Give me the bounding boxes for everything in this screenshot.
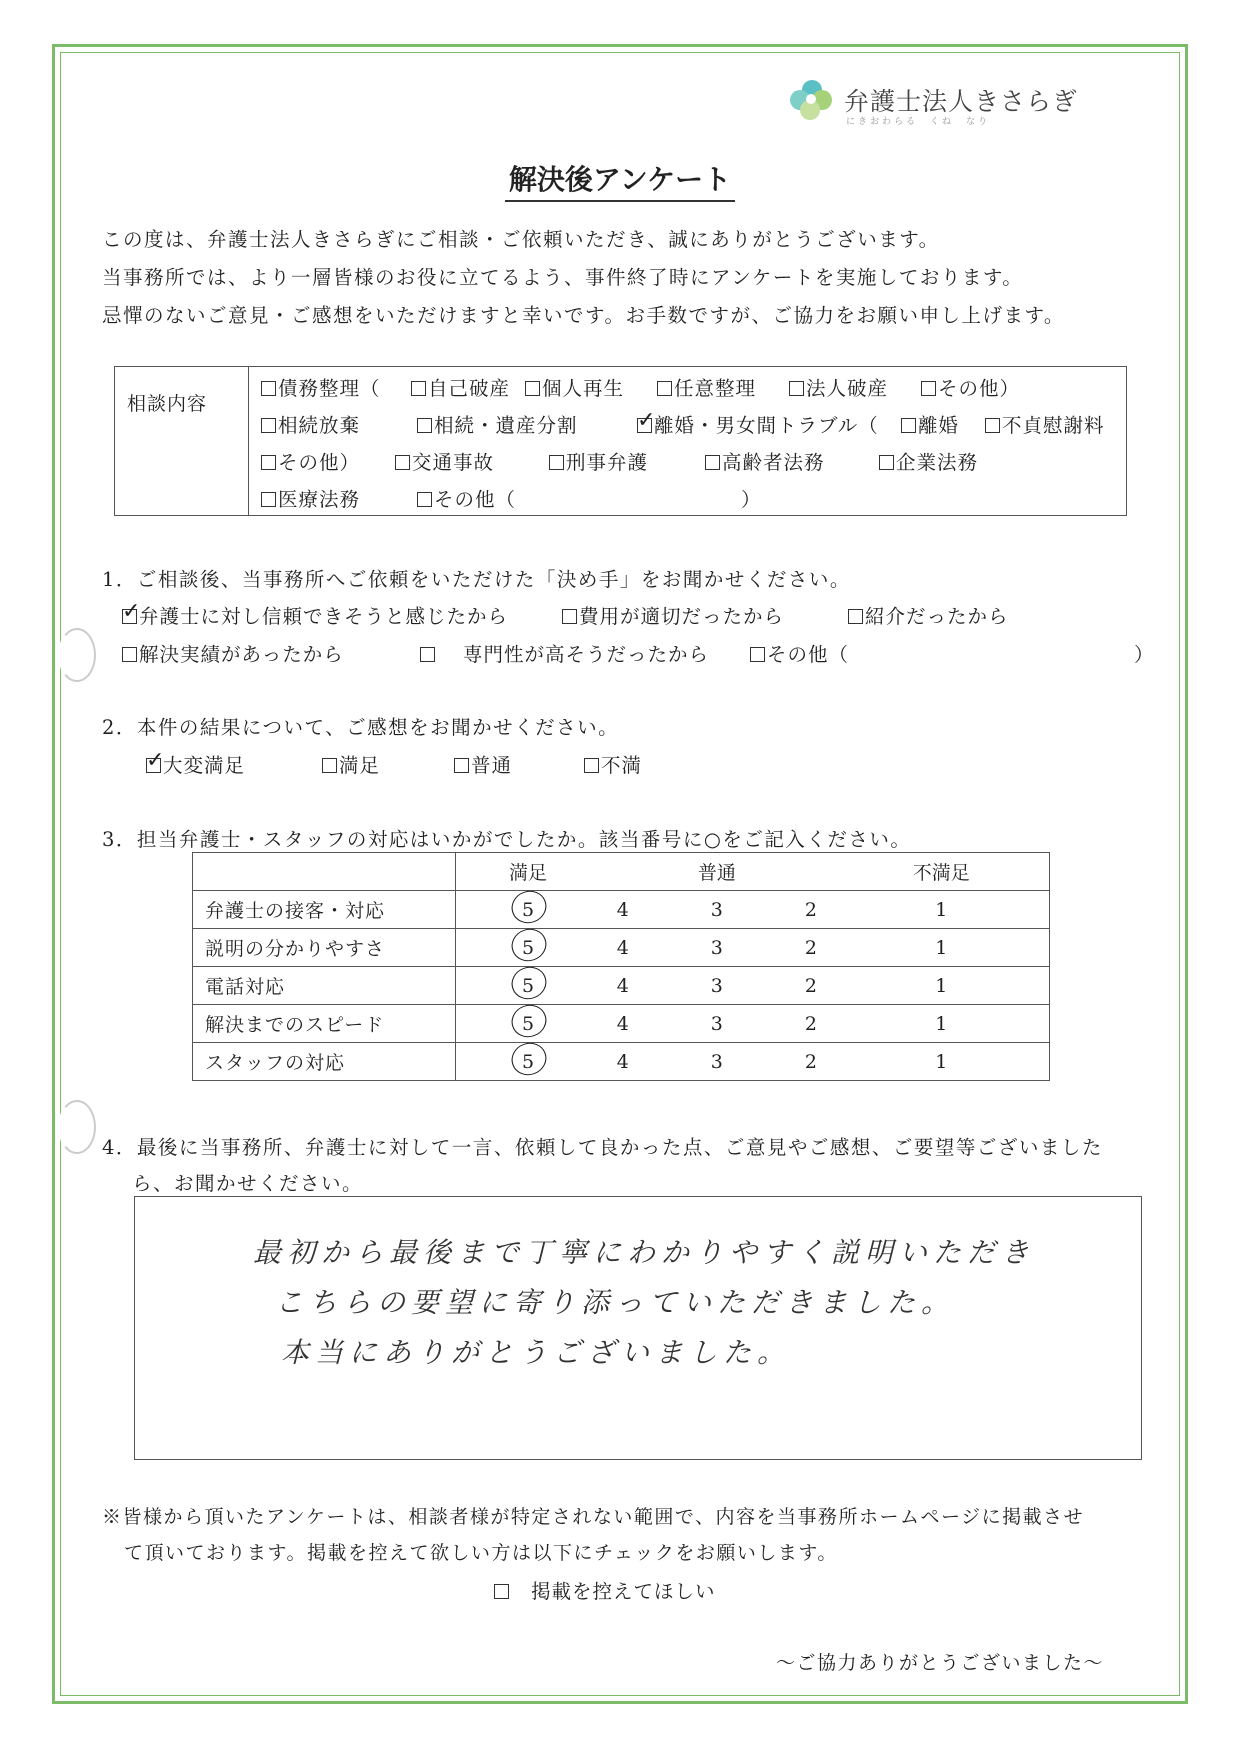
rating-value-circled: 5 xyxy=(521,974,535,997)
consult-option[interactable] xyxy=(395,447,494,475)
q1-question: 1．ご相談後、当事務所へご依頼をいただけた「決め手」をお聞かせください。 xyxy=(102,568,851,591)
checkbox[interactable] xyxy=(705,455,720,470)
rating-header-empty xyxy=(600,853,645,891)
checkbox[interactable] xyxy=(261,492,276,507)
rating-cell-4[interactable]: 4 xyxy=(600,967,645,1005)
consultation-options xyxy=(249,367,1127,516)
consult-option-label: 任意整理 xyxy=(674,377,757,400)
q2-option-label: 普通 xyxy=(471,754,513,777)
handwritten-answer-line-1: 最初から最後まで丁寧にわかりやすく説明いただき xyxy=(253,1236,1036,1269)
rating-cell-3[interactable]: 3 xyxy=(645,1005,788,1043)
punch-hole-upper xyxy=(58,628,96,682)
rating-cell-5[interactable] xyxy=(456,1043,601,1081)
rating-row xyxy=(193,967,1050,1005)
q1-option-label: 紹介だったから xyxy=(865,605,1009,628)
consult-option-label: 債務整理（ xyxy=(278,377,381,400)
rating-header-normal: 普通 xyxy=(645,853,788,891)
q1-option-other[interactable] xyxy=(750,639,849,667)
consult-option-label: 刑事弁護 xyxy=(566,451,649,474)
consult-option-label: 離婚・男女間トラブル（ xyxy=(654,414,879,437)
consultation-label: 相談内容 xyxy=(115,367,249,516)
rating-value-circled: 5 xyxy=(521,1050,535,1073)
q3-question: 3．担当弁護士・スタッフの対応はいかがでしたか。該当番号に○をご記入ください。 xyxy=(102,828,912,851)
consult-option-label: 個人再生 xyxy=(542,377,625,400)
checkbox[interactable] xyxy=(122,647,137,662)
firm-subtitle: にきおわらる くね なり xyxy=(846,117,991,127)
rating-cell-1[interactable]: 1 xyxy=(834,967,1050,1005)
consult-option[interactable] xyxy=(637,410,879,438)
consult-option[interactable] xyxy=(525,373,624,401)
page-title xyxy=(0,158,1240,198)
rating-cell-3[interactable]: 3 xyxy=(645,891,788,929)
rating-cell-1[interactable]: 1 xyxy=(834,1043,1050,1081)
consult-option[interactable] xyxy=(549,447,648,475)
q1-option-label: 専門性が高そうだったから xyxy=(463,643,710,666)
consult-option[interactable] xyxy=(705,447,825,475)
rating-cell-1[interactable]: 1 xyxy=(834,891,1050,929)
consult-option[interactable] xyxy=(879,447,978,475)
consult-option-other[interactable] xyxy=(417,484,516,512)
consult-option-label: 相続放棄 xyxy=(278,414,361,437)
checkbox-checked[interactable] xyxy=(637,418,652,433)
rating-row-label: 電話対応 xyxy=(193,967,456,1005)
rating-row-label: スタッフの対応 xyxy=(193,1043,456,1081)
rating-cell-5[interactable] xyxy=(456,967,601,1005)
rating-cell-4[interactable]: 4 xyxy=(600,929,645,967)
consult-option-label: 法人破産 xyxy=(806,377,889,400)
rating-row-label: 説明の分かりやすさ xyxy=(193,929,456,967)
rating-cell-1[interactable]: 1 xyxy=(834,929,1050,967)
firm-name: 弁護士法人きさらぎ xyxy=(844,87,1079,116)
rating-cell-3[interactable]: 3 xyxy=(645,967,788,1005)
optout-label: 掲載を控えてほしい xyxy=(531,1580,716,1603)
consult-option[interactable] xyxy=(261,373,381,401)
intro-line-2: 当事務所では、より一層皆様のお役に立てるよう、事件終了時にアンケートを実施しております。 xyxy=(102,266,1024,289)
rating-header-blank xyxy=(193,853,456,891)
rating-cell-5[interactable] xyxy=(456,1005,601,1043)
q2-option[interactable] xyxy=(146,750,245,778)
rating-header-satisfied: 満足 xyxy=(456,853,601,891)
rating-header-row xyxy=(193,853,1050,891)
rating-cell-2[interactable]: 2 xyxy=(788,967,833,1005)
rating-cell-5[interactable] xyxy=(456,891,601,929)
q2-question: 2．本件の結果について、ご感想をお聞かせください。 xyxy=(102,716,620,739)
closing-thanks: ～ご協力ありがとうございました～ xyxy=(776,1652,1105,1674)
checkbox[interactable] xyxy=(901,418,916,433)
consult-option-label: その他） xyxy=(938,377,1021,400)
publication-note-line-2: て頂いております。掲載を控えて欲しい方は以下にチェックをお願いします。 xyxy=(124,1542,838,1564)
consult-option-label: 交通事故 xyxy=(412,451,495,474)
free-comment-box[interactable] xyxy=(134,1196,1142,1460)
checkbox[interactable] xyxy=(848,609,863,624)
q1-option-label: 弁護士に対し信頼できそうと感じたから xyxy=(139,605,509,628)
q1-option-label: その他（ xyxy=(767,643,850,666)
checkbox[interactable] xyxy=(261,381,276,396)
checkbox[interactable] xyxy=(879,455,894,470)
checkbox[interactable] xyxy=(985,418,1000,433)
checkbox-checked[interactable] xyxy=(122,609,137,624)
handwritten-answer-line-2: こちらの要望に寄り添っていただきました。 xyxy=(275,1286,956,1319)
consult-option[interactable] xyxy=(261,447,360,475)
rating-cell-4[interactable]: 4 xyxy=(600,891,645,929)
checkbox[interactable] xyxy=(322,758,337,773)
rating-cell-2[interactable]: 2 xyxy=(788,891,833,929)
handwritten-answer-line-3: 本当にありがとうございました。 xyxy=(281,1336,792,1369)
rating-cell-3[interactable]: 3 xyxy=(645,929,788,967)
consult-option[interactable] xyxy=(417,410,578,438)
checkbox[interactable] xyxy=(417,492,432,507)
rating-table xyxy=(192,852,1050,1081)
rating-row xyxy=(193,891,1050,929)
consult-option[interactable] xyxy=(901,410,959,438)
checkbox[interactable] xyxy=(420,647,435,662)
rating-row xyxy=(193,929,1050,967)
checkbox[interactable] xyxy=(789,381,804,396)
checkbox-checked[interactable] xyxy=(146,758,161,773)
consult-option-label: その他（ xyxy=(434,488,517,511)
optout-checkbox[interactable] xyxy=(494,1584,509,1599)
flower-logo-icon xyxy=(788,80,834,120)
consult-option-label: その他） xyxy=(278,451,361,474)
consult-option-label: 高齢者法務 xyxy=(722,451,825,474)
rating-cell-2[interactable]: 2 xyxy=(788,1005,833,1043)
q2-option-label: 大変満足 xyxy=(163,754,246,777)
page-title-text: 解決後アンケート xyxy=(505,163,735,202)
consult-option[interactable] xyxy=(657,373,756,401)
consult-option-label: 離婚 xyxy=(918,414,960,437)
checkbox[interactable] xyxy=(395,455,410,470)
consult-other-close: ） xyxy=(741,488,762,511)
checkbox[interactable] xyxy=(411,381,426,396)
rating-cell-2[interactable]: 2 xyxy=(788,929,833,967)
q4-question-line-1: 4．最後に当事務所、弁護士に対して一言、依頼して良かった点、ご意見やご感想、ご要望等ございました xyxy=(102,1136,1103,1159)
checkbox[interactable] xyxy=(261,418,276,433)
consult-option-label: 医療法務 xyxy=(278,488,361,511)
rating-cell-2[interactable]: 2 xyxy=(788,1043,833,1081)
rating-row-label: 解決までのスピード xyxy=(193,1005,456,1043)
rating-value-circled: 5 xyxy=(521,898,535,921)
checkbox[interactable] xyxy=(562,609,577,624)
rating-cell-1[interactable]: 1 xyxy=(834,1005,1050,1043)
consult-option-label: 自己破産 xyxy=(428,377,511,400)
rating-cell-4[interactable]: 4 xyxy=(600,1043,645,1081)
consult-option-label: 企業法務 xyxy=(896,451,979,474)
rating-value-circled: 5 xyxy=(521,936,535,959)
q2-option-label: 満足 xyxy=(339,754,381,777)
consultation-table xyxy=(114,366,1127,516)
rating-cell-3[interactable]: 3 xyxy=(645,1043,788,1081)
q2-option[interactable] xyxy=(584,750,642,778)
consult-option[interactable] xyxy=(411,373,510,401)
rating-header-unsatisfied: 不満足 xyxy=(834,853,1050,891)
intro-line-1: この度は、弁護士法人きさらぎにご相談・ご依頼いただき、誠にありがとうございます。 xyxy=(102,228,940,251)
checkbox[interactable] xyxy=(750,647,765,662)
checkbox[interactable] xyxy=(417,418,432,433)
optout-option[interactable] xyxy=(494,1576,716,1604)
rating-row xyxy=(193,1043,1050,1081)
consult-option[interactable] xyxy=(789,373,888,401)
checkbox[interactable] xyxy=(584,758,599,773)
consult-option[interactable] xyxy=(261,484,360,512)
q1-option-label: 費用が適切だったから xyxy=(579,605,785,628)
q1-option[interactable] xyxy=(122,639,344,667)
consult-option[interactable] xyxy=(985,410,1105,438)
publication-note-line-1: ※皆様から頂いたアンケートは、相談者様が特定されない範囲で、内容を当事務所ホームページに掲載させ xyxy=(102,1506,1085,1528)
q2-option[interactable] xyxy=(454,750,512,778)
checkbox[interactable] xyxy=(657,381,672,396)
consult-option[interactable] xyxy=(261,410,360,438)
checkbox[interactable] xyxy=(261,455,276,470)
consult-option-label: 相続・遺産分割 xyxy=(434,414,578,437)
consult-option-label: 不貞慰謝料 xyxy=(1002,414,1105,437)
rating-header-empty xyxy=(788,853,833,891)
rating-cell-5[interactable] xyxy=(456,929,601,967)
consult-option[interactable] xyxy=(921,373,1020,401)
q1-option[interactable] xyxy=(420,639,709,667)
q1-option[interactable] xyxy=(122,601,508,629)
rating-row-label: 弁護士の接客・対応 xyxy=(193,891,456,929)
q1-option[interactable] xyxy=(562,601,784,629)
checkbox[interactable] xyxy=(525,381,540,396)
checkbox[interactable] xyxy=(549,455,564,470)
q1-option-label: 解決実績があったから xyxy=(139,643,344,666)
q2-option-label: 不満 xyxy=(601,754,643,777)
rating-row xyxy=(193,1005,1050,1043)
intro-line-3: 忌憚のないご意見・ご感想をいただけますと幸いです。お手数ですが、ご協力をお願い申し上げます。 xyxy=(102,304,1065,327)
checkbox[interactable] xyxy=(921,381,936,396)
rating-cell-4[interactable]: 4 xyxy=(600,1005,645,1043)
q1-other-close: ） xyxy=(1134,643,1155,666)
q4-question-line-2: ら、お聞かせください。 xyxy=(132,1172,364,1195)
rating-value-circled: 5 xyxy=(521,1012,535,1035)
punch-hole-lower xyxy=(58,1100,96,1154)
q1-option[interactable] xyxy=(848,601,1009,629)
checkbox[interactable] xyxy=(454,758,469,773)
q2-option[interactable] xyxy=(322,750,380,778)
